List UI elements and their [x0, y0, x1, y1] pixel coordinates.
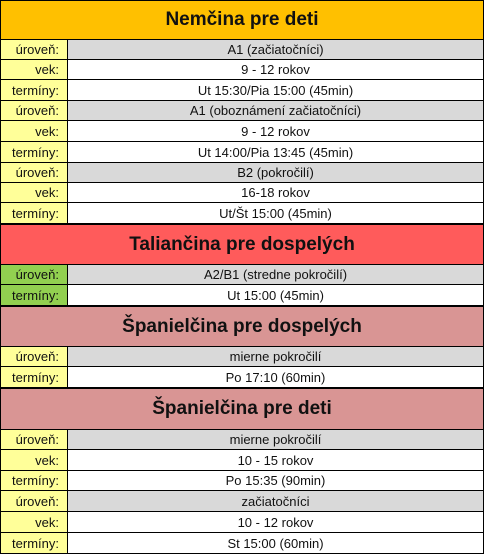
- row-value: Ut 15:00 (45min): [68, 285, 484, 306]
- table-row: [0, 80, 484, 101]
- row-value: mierne pokročilí: [68, 430, 484, 450]
- row-value: Ut 15:30/Pia 15:00 (45min): [68, 80, 484, 101]
- row-label: úroveň:: [0, 491, 68, 512]
- row-value: St 15:00 (60min): [68, 533, 484, 554]
- row-label: úroveň:: [0, 40, 68, 60]
- table-row: [0, 347, 484, 367]
- row-value: mierne pokročilí: [68, 347, 484, 367]
- row-label: termíny:: [0, 142, 68, 163]
- row-label: úroveň:: [0, 347, 68, 367]
- row-value: A1 (začiatočníci): [68, 40, 484, 60]
- table-row: [0, 491, 484, 512]
- table-row: [0, 163, 484, 183]
- row-value: Po 17:10 (60min): [68, 367, 484, 388]
- row-value: A1 (oboznámení začiatočníci): [68, 101, 484, 121]
- row-label: termíny:: [0, 80, 68, 101]
- row-value: A2/B1 (stredne pokročilí): [68, 265, 484, 285]
- row-value: 9 - 12 rokov: [68, 60, 484, 80]
- row-value: 9 - 12 rokov: [68, 121, 484, 142]
- table-row: [0, 183, 484, 203]
- row-value: B2 (pokročilí): [68, 163, 484, 183]
- row-label: termíny:: [0, 203, 68, 224]
- table-row: [0, 142, 484, 163]
- table-row: [0, 533, 484, 554]
- row-label: termíny:: [0, 285, 68, 306]
- row-label: úroveň:: [0, 101, 68, 121]
- section-header-german: [0, 0, 484, 40]
- table-row: [0, 60, 484, 80]
- row-label: vek:: [0, 60, 68, 80]
- table-row: [0, 101, 484, 121]
- row-label: termíny:: [0, 367, 68, 388]
- row-label: úroveň:: [0, 430, 68, 450]
- row-value: Ut 14:00/Pia 13:45 (45min): [68, 142, 484, 163]
- table-row: [0, 367, 484, 388]
- table-row: [0, 430, 484, 450]
- row-value: 10 - 12 rokov: [68, 512, 484, 533]
- section-title: Taliančina pre dospelých: [129, 233, 355, 255]
- section-title: Španielčina pre dospelých: [122, 315, 362, 337]
- row-label: termíny:: [0, 533, 68, 554]
- row-value: Po 15:35 (90min): [68, 471, 484, 491]
- row-label: úroveň:: [0, 163, 68, 183]
- section-title: Španielčina pre deti: [152, 398, 332, 419]
- table-row: [0, 450, 484, 471]
- row-label: vek:: [0, 121, 68, 142]
- section-header-italian: [0, 224, 484, 265]
- table-row: [0, 40, 484, 60]
- section-header-spanish-adults: [0, 306, 484, 347]
- row-value: 10 - 15 rokov: [68, 450, 484, 471]
- row-value: začiatočníci: [68, 491, 484, 512]
- section-header-spanish-kids: [0, 388, 484, 430]
- table-row: [0, 265, 484, 285]
- table-row: [0, 121, 484, 142]
- row-label: vek:: [0, 183, 68, 203]
- table-row: [0, 512, 484, 533]
- row-label: vek:: [0, 512, 68, 533]
- table-row: [0, 203, 484, 224]
- table-row: [0, 285, 484, 306]
- section-title: Nemčina pre deti: [165, 9, 319, 30]
- row-value: 16-18 rokov: [68, 183, 484, 203]
- row-label: úroveň:: [0, 265, 68, 285]
- row-label: termíny:: [0, 471, 68, 491]
- row-label: vek:: [0, 450, 68, 471]
- table-row: [0, 471, 484, 491]
- row-value: Ut/Št 15:00 (45min): [68, 203, 484, 224]
